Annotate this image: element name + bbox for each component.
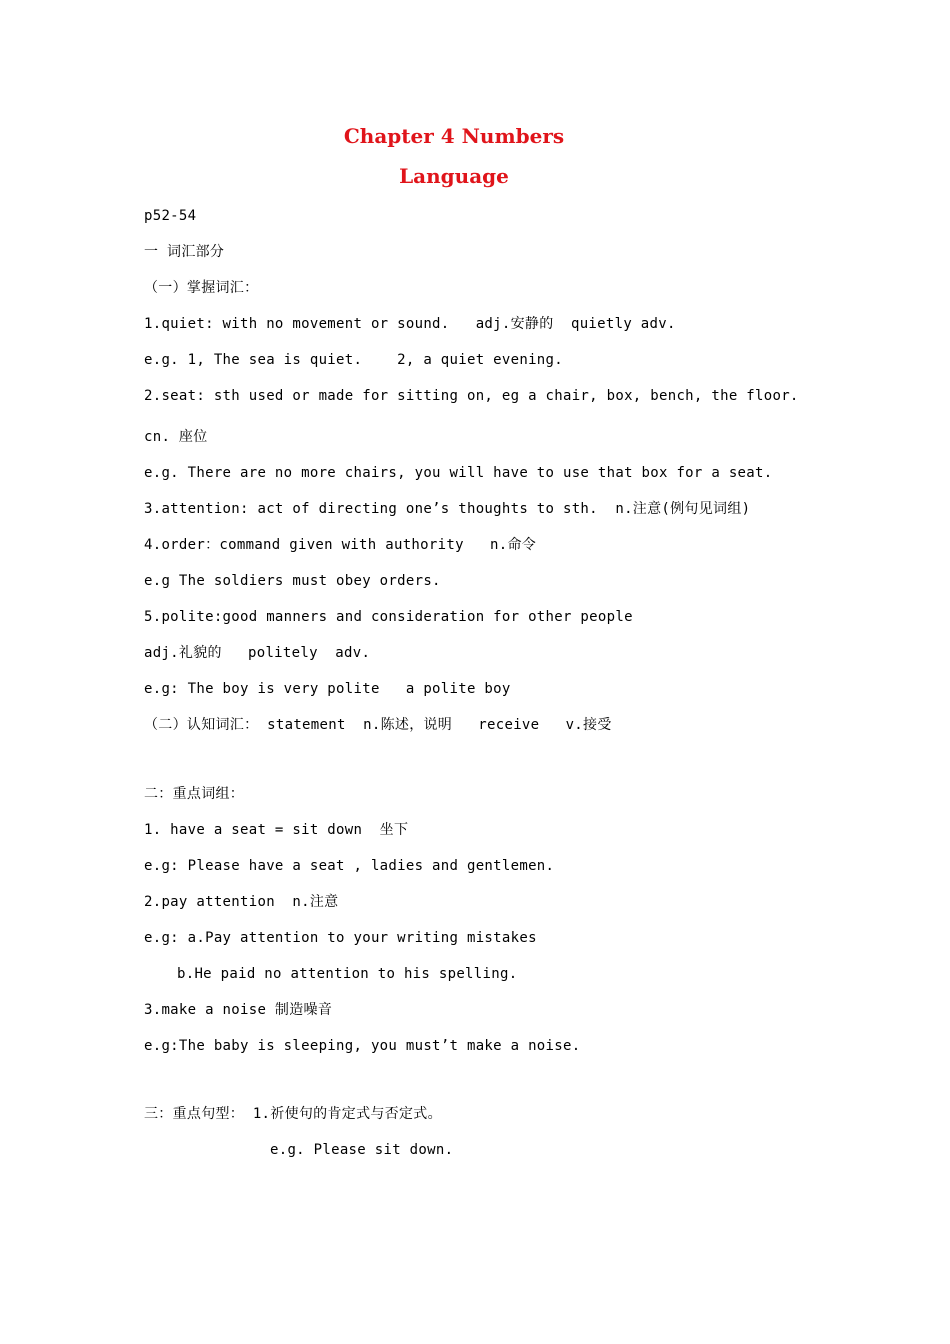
phrase-have-a-seat: 1. have a seat = sit down 坐下 [144,822,409,838]
section-heading-vocabulary: 一 词汇部分 [144,244,225,260]
example-have-a-seat: e.g: Please have a seat , ladies and gentlemen. [144,858,555,874]
page-range: p52-54 [144,208,197,224]
example-polite: e.g: The boy is very polite a polite boy [144,681,511,697]
example-pay-attention-b: b.He paid no attention to his spelling. [177,966,518,982]
subsection-heading-recognition-words: （二）认知词汇： statement n.陈述，说明 receive v.接受 [144,717,612,733]
subsection-heading-master-words: （一）掌握词汇： [144,280,259,296]
section-heading-phrases: 二：重点词组： [144,786,245,802]
section-heading-sentence-patterns: 三：重点句型： 1.祈使句的肯定式与否定式。 [144,1106,442,1122]
word-entry-attention: 3.attention: act of directing one’s thoughts to sth. n.注意(例句见词组) [144,501,751,517]
phrase-pay-attention: 2.pay attention n.注意 [144,894,339,910]
word-pos-seat: cn. 座位 [144,429,208,445]
chapter-title: Chapter 4 Numbers [343,124,565,148]
word-entry-seat: 2.seat: sth used or made for sitting on, eg a chair, box, bench, the floor. [144,388,799,404]
example-quiet: e.g. 1, The sea is quiet. 2, a quiet evening. [144,352,563,368]
word-entry-polite: 5.polite:good manners and consideration for other people [144,609,633,625]
example-pay-attention-a: e.g: a.Pay attention to your writing mistakes [144,930,537,946]
word-entry-order: 4.order：command given with authority n.命令 [144,537,537,553]
example-make-a-noise: e.g:The baby is sleeping, you must’t make a noise. [144,1038,581,1054]
word-pos-polite: adj.礼貌的 politely adv. [144,645,371,661]
phrase-make-a-noise: 3.make a noise 制造噪音 [144,1002,333,1018]
example-sentence-pattern: e.g. Please sit down. [270,1142,454,1158]
chapter-subtitle: Language [399,164,509,188]
word-entry-quiet: 1.quiet: with no movement or sound. adj.安静的 quietly adv. [144,316,676,332]
example-order: e.g The soldiers must obey orders. [144,573,441,589]
example-seat: e.g. There are no more chairs, you will have to use that box for a seat. [144,465,773,481]
